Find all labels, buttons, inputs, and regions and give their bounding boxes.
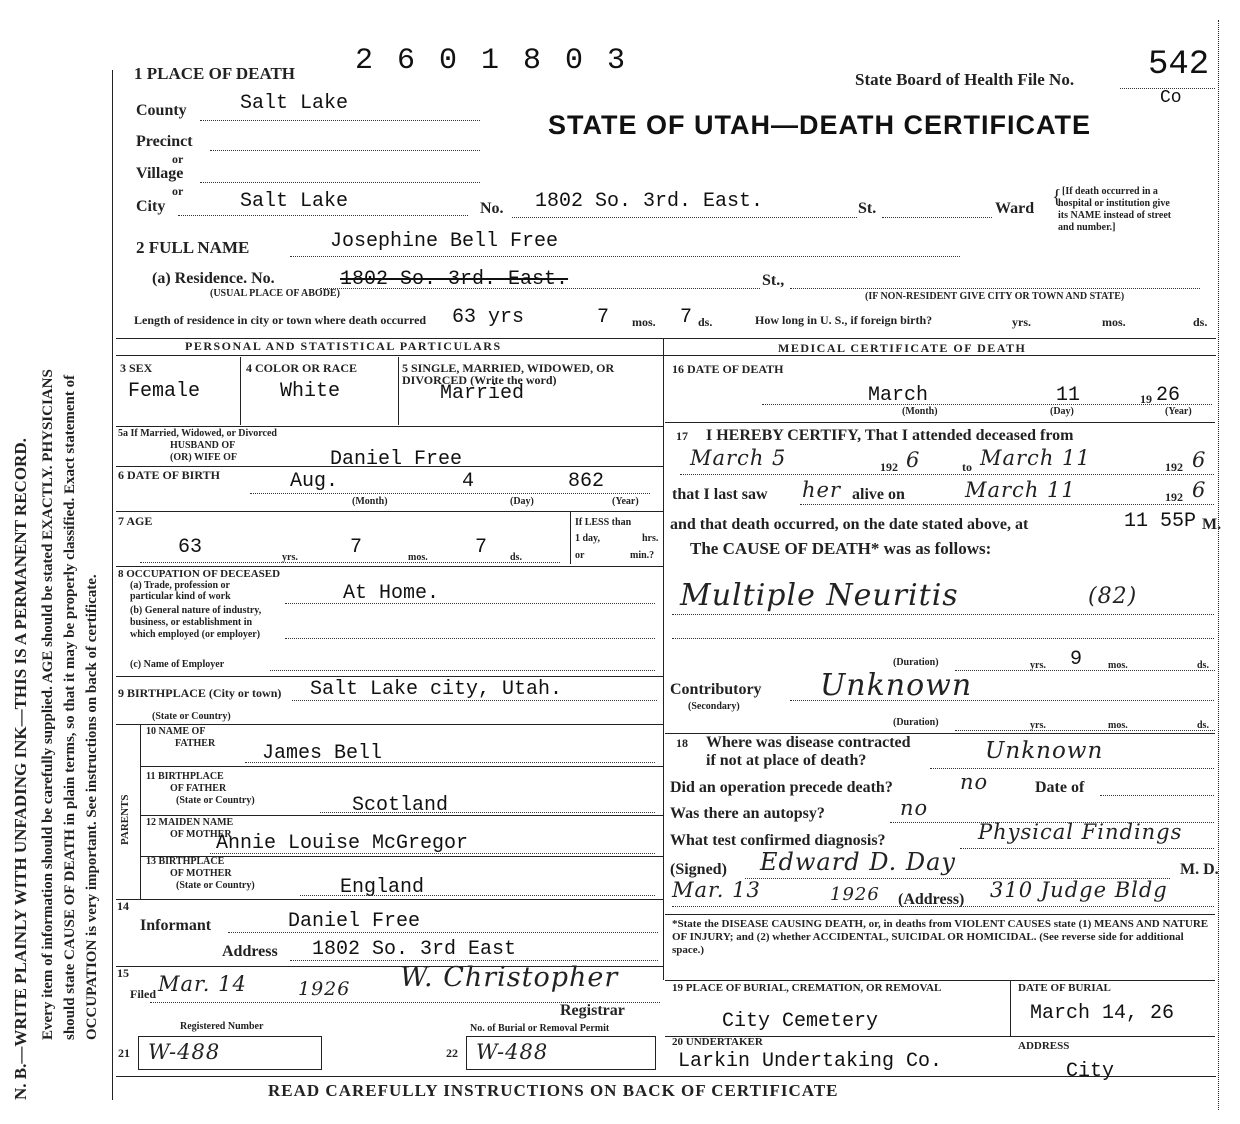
st-line [882, 217, 992, 218]
occupation-line-2 [285, 638, 655, 639]
residence-sub-label: (USUAL PLACE OF ABODE) [210, 288, 340, 299]
age-ds-value: 7 [475, 536, 488, 559]
spouse-label-3: (OR) WIFE OF [170, 452, 238, 463]
date-of-death-label: 16 DATE OF DEATH [672, 362, 784, 376]
age-yrs-value: 63 [178, 536, 203, 559]
autopsy-value: no [900, 796, 929, 820]
registrar-signature: W. Christopher [400, 962, 619, 993]
death-time-label: and that death occurred, on the date stated above, at [670, 516, 1029, 533]
reg-number-value: W-488 [148, 1040, 221, 1064]
rule-17 [665, 422, 1215, 423]
sign-date-value: Mar. 13 [672, 878, 761, 902]
burial-date-label: DATE OF BURIAL [1018, 982, 1111, 994]
registrar-label: Registrar [560, 1002, 625, 1019]
nonresident-label: (IF NON-RESIDENT GIVE CITY OR TOWN AND STATE) [865, 291, 1125, 302]
street-line [512, 217, 857, 218]
attended-line [680, 474, 1214, 475]
father-bp-label-2: OF FATHER [170, 783, 227, 794]
city-value: Salt Lake [240, 190, 349, 213]
death-year-prefix: 19 [1140, 392, 1152, 406]
signed-value: Edward D. Day [760, 848, 956, 876]
attended-to-year-prefix: 192 [1165, 460, 1183, 474]
sex-label: 3 SEX [120, 361, 153, 375]
occupation-value: At Home. [343, 582, 440, 605]
last-saw-line [800, 504, 1214, 505]
spouse-label-2: HUSBAND OF [170, 440, 236, 451]
ward-label: Ward [995, 200, 1035, 217]
father-line [245, 762, 655, 763]
filed-num: 15 [117, 966, 129, 980]
mother-label-1: 12 MAIDEN NAME [146, 817, 234, 828]
burial-date-value: March 14, 26 [1030, 1002, 1175, 1025]
length-of-residence-label: Length of residence in city or town where death occurred [134, 313, 427, 327]
rule-9 [116, 676, 663, 677]
father-bp-line [320, 812, 655, 813]
reg-num-prefix: 21 [118, 1046, 130, 1060]
operation-date-label: Date of [1035, 779, 1085, 796]
informant-label: Informant [140, 917, 212, 934]
street-no-label: No. [480, 200, 504, 217]
undertaker-label: 20 UNDERTAKER [672, 1036, 763, 1048]
county-label: County [136, 102, 187, 119]
age-label: 7 AGE [118, 514, 153, 528]
occupation-label-2: (a) Trade, profession or [130, 580, 230, 591]
duration-line-2 [955, 730, 1215, 731]
operation-label: Did an operation precede death? [670, 779, 893, 796]
occupation-line [285, 603, 655, 604]
cause-line [672, 614, 1214, 615]
cause-of-death-label: The CAUSE OF DEATH* was as follows: [690, 539, 992, 558]
or-label-2: or [172, 184, 184, 198]
us-mos-label: mos. [1102, 315, 1126, 329]
age-line [140, 562, 560, 563]
personal-header: PERSONAL AND STATISTICAL PARTICULARS [185, 339, 502, 353]
age-mos-label: mos. [408, 552, 428, 563]
birthplace-label: 9 BIRTHPLACE (City or town) [118, 686, 282, 700]
street-value: 1802 So. 3rd. East. [535, 190, 764, 213]
contributory-line [790, 700, 1214, 701]
precinct-label: Precinct [136, 133, 193, 150]
marital-label-1: 5 SINGLE, MARRIED, WIDOWED, OR [402, 361, 615, 375]
death-time-value: 11 55P [1124, 510, 1197, 533]
occupation-label-5: business, or establishment in [130, 617, 253, 628]
marital-label-2: DIVORCED (Write the word) [402, 373, 557, 387]
duration-yrs-label: yrs. [1030, 660, 1046, 671]
burial-permit-label: No. of Burial or Removal Permit [470, 1023, 610, 1034]
q18-line [930, 768, 1214, 769]
village-line [200, 182, 480, 183]
middle-divider [663, 338, 664, 980]
undertaker-address-label: ADDRESS [1018, 1040, 1070, 1052]
duration-mos-label-2: mos. [1108, 720, 1128, 731]
death-month-label: (Month) [902, 406, 938, 417]
contributory-label: Contributory [670, 681, 762, 698]
death-day-value: 11 [1056, 384, 1081, 407]
dob-year-label: (Year) [612, 496, 639, 507]
informant-address-line [290, 960, 658, 961]
duration-mos-value: 9 [1070, 648, 1083, 671]
signed-label: (Signed) [670, 861, 727, 878]
cause-footnote: *State the DISEASE CAUSING DEATH, or, in deaths from VIOLENT CAUSES state (1) MEANS AND NATURE OF INJURY; and (2) whether ACCIDENTAL, SUICIDAL OR HOMICIDAL. (See reverse side for additional space.) [672, 918, 1209, 956]
age-divider [570, 512, 571, 564]
county-line [200, 120, 480, 121]
dob-month-value: Aug. [290, 470, 339, 493]
rule-7 [116, 511, 663, 512]
mother-bp-line [300, 895, 655, 896]
attended-from-year-prefix: 192 [880, 460, 898, 474]
burial-num-prefix: 22 [446, 1046, 458, 1060]
last-saw-date-value: March 11 [965, 478, 1076, 502]
marital-value: Married [440, 382, 525, 405]
certificate-title: STATE OF UTAH—DEATH CERTIFICATE [548, 110, 1091, 140]
employer-label: (c) Name of Employer [130, 659, 225, 670]
rule-12 [140, 815, 663, 816]
undertaker-value: Larkin Undertaking Co. [678, 1050, 943, 1073]
duration-ds-label: ds. [1197, 660, 1209, 671]
death-year-value: 26 [1156, 384, 1181, 407]
birthplace-line [292, 700, 657, 701]
sign-line [672, 906, 1214, 907]
color-value: White [280, 380, 341, 403]
st-label: St. [858, 200, 877, 217]
us-yrs-label: yrs. [1012, 315, 1031, 329]
cause-line-2 [672, 638, 1214, 639]
last-saw-pronoun: her [802, 478, 841, 502]
duration-ds-label-2: ds. [1197, 720, 1209, 731]
ward-note-4: and number.] [1058, 222, 1116, 233]
rule-8 [116, 566, 663, 567]
dob-line [250, 493, 650, 494]
test-value: Physical Findings [978, 820, 1183, 844]
full-name-label: 2 FULL NAME [136, 238, 250, 257]
burial-label: 19 PLACE OF BURIAL, CREMATION, OR REMOVAL [672, 982, 942, 994]
file-no-label: State Board of Health File No. [855, 70, 1075, 89]
mother-value: Annie Louise McGregor [216, 832, 469, 855]
informant-num: 14 [117, 899, 129, 913]
burial-permit-value: W-488 [476, 1040, 549, 1064]
file-no-value: 542 [1148, 46, 1210, 84]
sex-value: Female [128, 380, 201, 403]
attended-from-year: 6 [906, 448, 921, 472]
us-ds-label: ds. [1193, 315, 1208, 329]
occupation-label-6: which employed (or employer) [130, 629, 261, 640]
residence-value: 1802 So. 3rd. East. [340, 268, 569, 291]
undertaker-address-value: City [1066, 1060, 1115, 1083]
informant-line [228, 932, 658, 933]
duration-label-2: (Duration) [893, 717, 939, 728]
informant-address-value: 1802 So. 3rd East [312, 938, 517, 961]
q18-text-1: Where was disease contracted [706, 734, 911, 751]
dob-day-value: 4 [462, 470, 475, 493]
father-value: James Bell [262, 742, 383, 765]
md-label: M. D. [1180, 861, 1219, 878]
us-residence-label: How long in U. S., if foreign birth? [755, 313, 933, 327]
secondary-label: (Secondary) [688, 701, 740, 712]
physician-address-value: 310 Judge Bldg [990, 878, 1168, 902]
death-month-value: March [868, 384, 929, 407]
duration-label: (Duration) [893, 657, 939, 668]
ward-note-2: hospital or institution give [1058, 198, 1170, 209]
dob-month-label: (Month) [352, 496, 388, 507]
length-ds-value: 7 [680, 306, 693, 329]
death-day-label: (Day) [1050, 406, 1074, 417]
residence-label: (a) Residence. No. [152, 270, 275, 287]
city-line [178, 215, 468, 216]
q18-text-2: if not at place of death? [706, 752, 867, 769]
place-of-death-label: 1 PLACE OF DEATH [134, 64, 296, 83]
death-date-line [762, 404, 1212, 405]
birthplace-sub-label: (State or Country) [152, 711, 231, 722]
duration-mos-label: mos. [1108, 660, 1128, 671]
color-label: 4 COLOR OR RACE [246, 361, 358, 375]
age-ds-label: ds. [510, 552, 522, 563]
dob-day-label: (Day) [510, 496, 534, 507]
rule-note [665, 914, 1215, 915]
reg-number-label: Registered Number [180, 1021, 264, 1032]
rule-footer [116, 1076, 1216, 1077]
last-saw-label: that I last saw [672, 486, 768, 503]
sex-divider [240, 357, 241, 425]
county-value: Salt Lake [240, 92, 349, 115]
length-ds-label: ds. [698, 315, 713, 329]
q18-answer: Unknown [985, 738, 1104, 764]
age-day-label: 1 day, [575, 533, 601, 544]
ward-brace: { [1052, 186, 1062, 208]
mother-bp-label-2: OF MOTHER [170, 868, 232, 879]
rule-14 [116, 899, 663, 900]
side-note-line-1: N. B.—WRITE PLAINLY WITH UNFADING INK—THIS IS A PERMANENT RECORD. [11, 438, 30, 1100]
autopsy-label: Was there an autopsy? [670, 805, 825, 822]
attended-to-year: 6 [1192, 448, 1207, 472]
age-or-label: or [575, 550, 585, 561]
occupation-label-4: (b) General nature of industry, [130, 605, 262, 616]
father-label-2: FATHER [175, 738, 216, 749]
residence-st-label: St., [762, 272, 785, 289]
precinct-line [210, 150, 480, 151]
file-no-sub: Co [1160, 88, 1182, 108]
footer-instructions: READ CAREFULLY INSTRUCTIONS ON BACK OF CERTIFICATE [268, 1081, 839, 1100]
age-yrs-label: yrs. [282, 552, 298, 563]
medical-header: MEDICAL CERTIFICATE OF DEATH [778, 341, 1027, 355]
mother-line [210, 853, 655, 854]
employer-line [270, 670, 655, 671]
birthplace-value: Salt Lake city, Utah. [310, 678, 563, 701]
side-note-line-4: OCCUPATION is very important. See instructions on back of certificate. [84, 574, 100, 1040]
mother-label-2: OF MOTHER [170, 829, 232, 840]
rule-5a [116, 426, 663, 427]
cause-code: (82) [1088, 584, 1138, 609]
informant-value: Daniel Free [288, 910, 421, 933]
filed-year-value: 1926 [298, 978, 351, 1000]
nonresident-line [790, 288, 1200, 289]
death-time-suffix: M. [1202, 516, 1222, 533]
father-bp-value: Scotland [352, 794, 449, 817]
duration-yrs-label-2: yrs. [1030, 720, 1046, 731]
operation-value: no [960, 770, 989, 794]
father-bp-label-1: 11 BIRTHPLACE [146, 771, 224, 782]
test-line [960, 848, 1214, 849]
spouse-label-1: 5a If Married, Widowed, or Divorced [118, 428, 277, 439]
spouse-value: Daniel Free [330, 448, 463, 471]
length-mos-value: 7 [597, 306, 610, 329]
burial-divider [1010, 980, 1011, 1036]
to-label: to [962, 460, 972, 474]
certify-num: 17 [676, 429, 688, 443]
duration-line [955, 670, 1215, 671]
certificate-number: 2 6 0 1 8 0 3 [355, 44, 629, 78]
age-lessthan-label: If LESS than [575, 517, 632, 528]
sign-year-value: 1926 [830, 884, 880, 905]
rule-6 [116, 466, 663, 467]
parents-label: PARENTS [119, 794, 131, 845]
test-label: What test confirmed diagnosis? [670, 832, 886, 849]
parents-divider [140, 724, 141, 900]
q18-num: 18 [676, 736, 688, 750]
rule-19 [665, 980, 1215, 981]
city-label: City [136, 198, 166, 215]
father-label-1: 10 NAME OF [146, 726, 206, 737]
section-header-rule [116, 355, 1216, 356]
ward-note-3: its NAME instead of street [1058, 210, 1172, 221]
age-hrs-label: hrs. [642, 533, 659, 544]
cause-value: Multiple Neuritis [680, 578, 959, 613]
full-name-line [290, 256, 960, 257]
last-saw-year-prefix: 192 [1165, 490, 1183, 504]
age-mos-value: 7 [350, 536, 363, 559]
alive-on-label: alive on [852, 486, 905, 503]
age-min-label: min.? [630, 550, 655, 561]
dob-label: 6 DATE OF BIRTH [118, 468, 220, 482]
filed-date-value: Mar. 14 [158, 972, 247, 996]
attended-from-value: March 5 [690, 446, 787, 470]
village-label: Village [136, 165, 184, 182]
occupation-label-1: 8 OCCUPATION OF DECEASED [118, 568, 281, 580]
full-name-value: Josephine Bell Free [330, 230, 559, 253]
length-yrs-value: 63 yrs [452, 306, 525, 329]
death-year-label: (Year) [1165, 406, 1192, 417]
rule-11 [140, 766, 663, 767]
father-bp-label-3: (State or Country) [176, 795, 255, 806]
dob-year-value: 862 [568, 470, 605, 493]
side-note-line-3: should state CAUSE OF DEATH in plain terms, so that it may be properly classified. Exact statement of [62, 374, 78, 1040]
informant-address-label: Address [222, 943, 278, 960]
mother-bp-label-1: 13 BIRTHPLACE [146, 856, 225, 867]
last-saw-year: 6 [1192, 478, 1207, 502]
physician-address-label: (Address) [898, 891, 965, 908]
mother-bp-label-3: (State or Country) [176, 880, 255, 891]
contributory-value: Unknown [820, 668, 973, 703]
filed-label: Filed [130, 987, 156, 1001]
occupation-label-3: particular kind of work [130, 591, 231, 602]
ward-note-1: [If death occurred in a [1062, 186, 1158, 197]
side-note-line-2: Every item of information should be carefully supplied. AGE should be stated EXACTLY. PHYSICIANS [40, 369, 56, 1040]
operation-date-line [1100, 795, 1214, 796]
frame-left [112, 70, 113, 1100]
burial-place-value: City Cemetery [722, 1010, 879, 1033]
color-divider [398, 357, 399, 425]
or-label-1: or [172, 152, 184, 166]
attended-to-value: March 11 [980, 446, 1091, 470]
rule-10 [116, 724, 663, 725]
frame-right [1218, 20, 1219, 1110]
certify-text: I HEREBY CERTIFY, That I attended deceased from [706, 427, 1074, 444]
mother-bp-value: England [340, 876, 425, 899]
length-mos-label: mos. [632, 315, 656, 329]
